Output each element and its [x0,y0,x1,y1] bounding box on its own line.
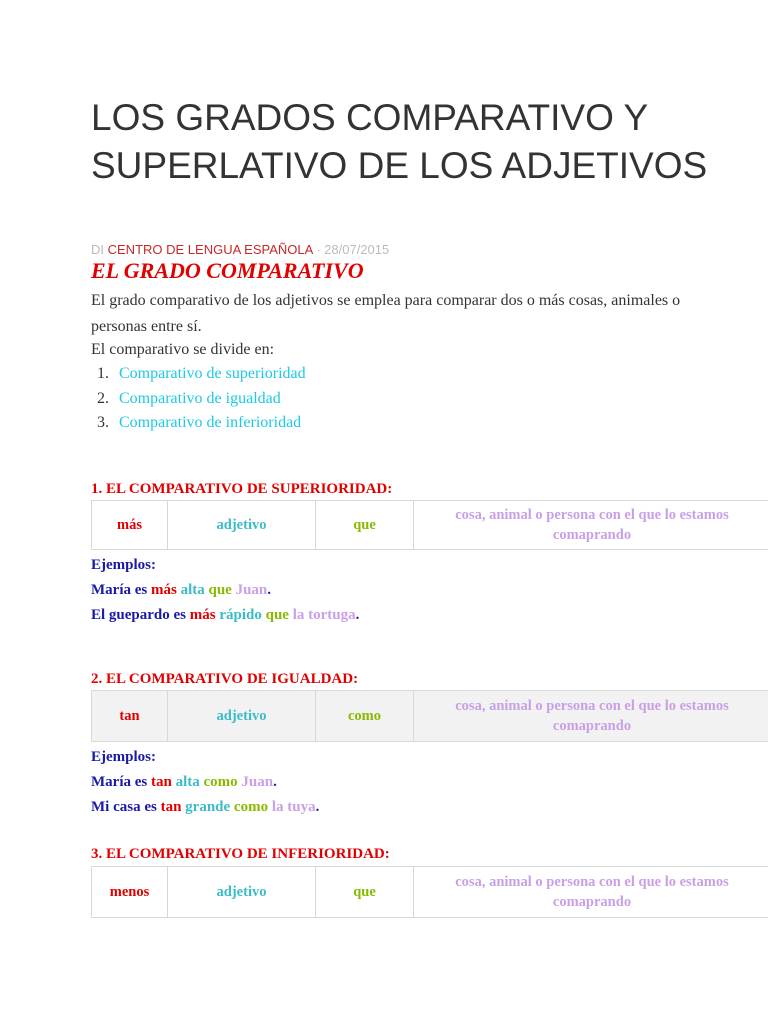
table-cell: cosa, animal o persona con el que lo estamos comaprando [414,867,768,918]
table-cell: tan [92,691,168,742]
list-item-link[interactable]: Comparativo de inferioridad [119,414,302,431]
types-list [91,362,306,436]
example-sentence: María es tan alta como Juan. [91,774,277,790]
table-row [92,867,768,918]
table-cell: que [316,501,414,550]
example-sentence: María es más alta que Juan. [91,582,272,598]
superioridad-heading: 1. EL COMPARATIVO DE SUPERIORIDAD: [91,481,393,497]
table-cell: adjetivo [168,691,316,742]
examples-block [91,553,359,628]
intro-paragraph: El grado comparativo de los adjetivos se emplea para comparar dos o más cosas, animales o personas entre sí. [91,292,681,335]
list-item: 1. Comparativo de superioridad [97,365,306,382]
post-meta [91,242,389,257]
igualdad-heading: 2. EL COMPARATIVO DE IGUALDAD: [91,671,359,687]
examples-label: Ejemplos: [91,557,156,573]
meta-prefix: DI [91,242,104,257]
list-item: 2. Comparativo de igualdad [97,389,281,407]
list-item-link[interactable]: Comparativo de igualdad [119,389,281,407]
page-title: LOS GRADOS COMPARATIVO Y SUPERLATIVO DE LOS ADJETIVOS [91,97,708,186]
inferioridad-heading: 3. EL COMPARATIVO DE INFERIORIDAD: [91,846,390,862]
example-sentence: Mi casa es tan grande como la tuya. [91,799,320,815]
table-cell: que [316,867,414,918]
table-row [92,501,768,550]
inferioridad-table [91,866,768,918]
example-sentence: El guepardo es más rápido que la tortuga. [91,607,360,623]
examples-block [91,745,319,820]
list-item: 3. Comparativo de inferioridad [97,414,302,431]
meta-separator: · [316,242,321,257]
table-cell: como [316,691,414,742]
table-cell: adjetivo [168,867,316,918]
examples-label: Ejemplos: [91,749,156,765]
author-link[interactable]: CENTRO DE LENGUA ESPAÑOLA [107,242,313,257]
table-cell: adjetivo [168,501,316,550]
list-item-link[interactable]: Comparativo de superioridad [119,365,306,382]
superioridad-table [91,500,768,550]
igualdad-table [91,690,768,742]
table-cell: más [92,501,168,550]
table-cell: cosa, animal o persona con el que lo estamos comaprando [414,501,768,550]
table-cell: menos [92,867,168,918]
table-row [92,691,768,742]
table-cell: cosa, animal o persona con el que lo estamos comaprando [414,691,768,742]
section-heading-comparativo: EL GRADO COMPARATIVO [91,258,364,283]
post-date: 28/07/2015 [324,242,390,257]
divide-text: El comparativo se divide en: [91,341,275,358]
